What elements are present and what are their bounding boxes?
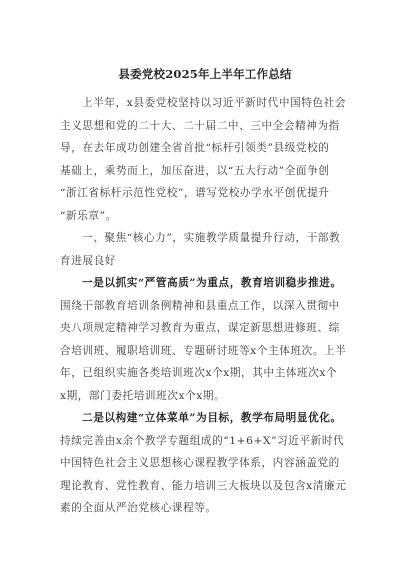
text-line: 央八项规定精神学习教育为重点，谋定新思想进修班、综 — [60, 322, 340, 334]
text-line: 素的全面从严治党核心课程等。 — [60, 502, 217, 514]
text-line: 主义思想和党的二十大、二十届二中、三中全会精神为指 — [60, 119, 340, 132]
text-line: 育进展良好 — [60, 254, 116, 267]
document-title: 县委党校2025年上半年工作总结 — [118, 67, 292, 81]
text-line: 基础上，乘势而上，加压奋进，以“五大行动”全面争创 — [60, 164, 330, 177]
text-line: 上半年，x县委党校坚持以习近平新时代中国特色社会 — [82, 97, 347, 109]
text-line: 合培训班、履职培训班、专题研讨班等x个主体班次。上半 — [60, 344, 347, 357]
text-line: 一、聚焦“核心力”，实施教学质量提升行动，干部教 — [82, 232, 341, 244]
text-line: 理论教育、党性教育、能力培训三大板块以及包含x清廉元 — [60, 479, 347, 492]
text-line: x期，部门委托培训班次x个x期。 — [60, 389, 226, 402]
text-line: 持续完善由x余个教学专题组成的“1+6+X”习近平新时代 — [60, 434, 345, 447]
text-line: 导，在去年成功创建全省首批“标杆引领类”县级党校的 — [60, 142, 330, 154]
text-line: 年，已组织实施各类培训班次x个x期，其中主体班次x个 — [60, 367, 338, 379]
text-line: “浙江省标杆示范性党校”，谱写党校办学水平创优提升 — [60, 187, 330, 199]
text-line: “新乐章”。 — [60, 209, 117, 222]
section-heading-line: 二是以构建“立体菜单”为目标，教学布局明显优化。 — [82, 412, 342, 424]
document-body — [60, 92, 352, 520]
text-line: 围绕干部教育培训条例精神和县重点工作，以深入贯彻中 — [60, 299, 340, 312]
text-line: 中国特色社会主义思想核心课程教学体系，内容涵盖党的 — [60, 457, 340, 469]
section-heading-line: 一是以抓实“严管高质”为重点，教育培训稳步推进。 — [82, 277, 342, 289]
